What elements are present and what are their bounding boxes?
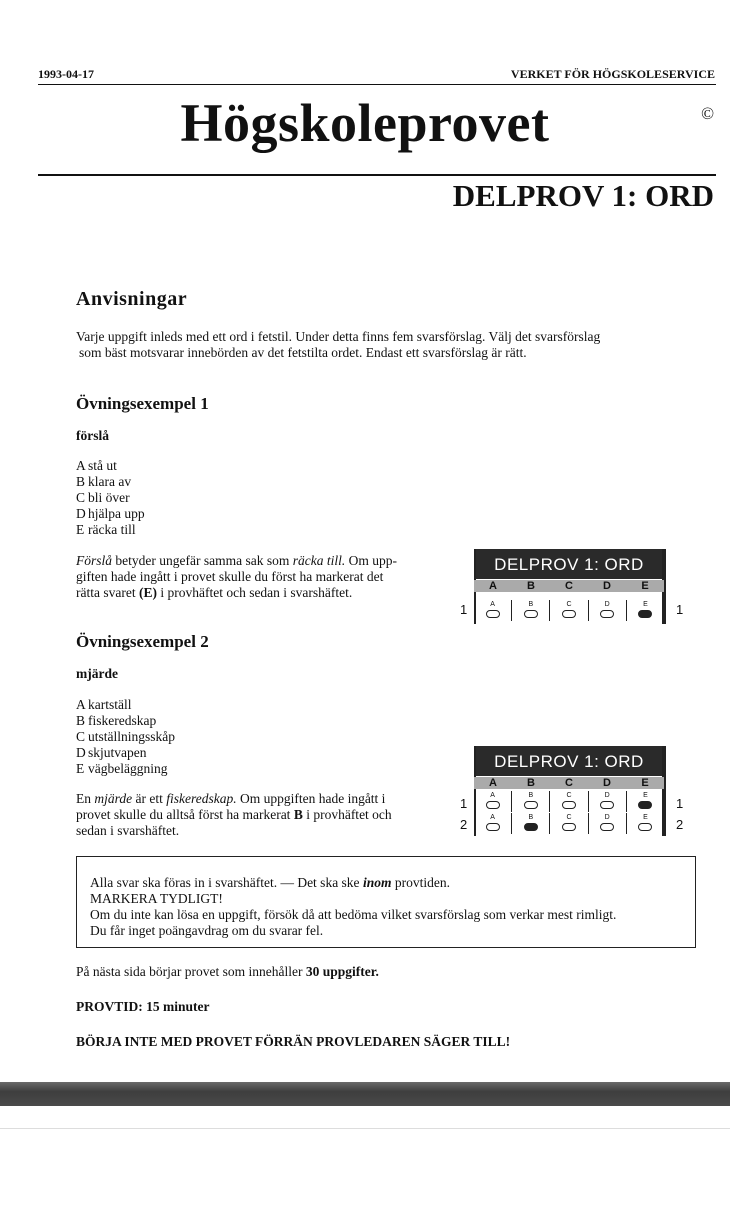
example2-explanation (76, 791, 392, 839)
answer-bubble-marked[interactable] (638, 801, 652, 809)
bubble-letter: E (643, 814, 648, 821)
answer-bubble[interactable] (486, 823, 500, 831)
answer-row-1 (474, 600, 664, 621)
option-text: utställningsskåp (88, 729, 175, 744)
option-letter: C (76, 490, 86, 505)
option-item (76, 458, 145, 474)
option-text: hjälpa upp (88, 506, 145, 521)
example2-heading: Övningsexempel 2 (76, 632, 209, 651)
task-count: 30 uppgifter. (305, 964, 379, 979)
answer-sheet-title: DELPROV 1: ORD (474, 549, 664, 579)
bubble-letter: D (604, 814, 610, 821)
emphasis: inom (362, 875, 392, 890)
option-letter: C (76, 729, 86, 744)
option-item (76, 506, 145, 522)
option-text: klara av (88, 474, 132, 489)
text: MARKERA TYDLIGT! (90, 891, 223, 906)
text: En (76, 791, 95, 806)
term-italic: Förslå (76, 553, 113, 568)
answer-sheet-example2 (474, 746, 666, 836)
start-warning: BÖRJA INTE MED PROVET FÖRRÄN PROVLEDAREN SÄGER TILL! (76, 1034, 511, 1049)
bubble-letter: A (490, 792, 495, 799)
answer-cell[interactable] (511, 813, 549, 834)
answer-row-1 (474, 791, 664, 812)
header-agency: VERKET FÖR HÖGSKOLESERVICE (510, 67, 715, 81)
option-letter: D (76, 506, 86, 521)
answer-cell[interactable] (474, 791, 511, 812)
column-letter: C (565, 580, 573, 592)
test-time: PROVTID: 15 minuter (76, 999, 210, 1014)
answer-bubble-marked[interactable] (638, 610, 652, 618)
answer-cell[interactable] (549, 791, 587, 812)
column-letter: E (641, 777, 649, 789)
header-rule-top (38, 84, 716, 85)
text: i provhäftet och sedan i svarshäftet. (156, 585, 353, 600)
text: rätta svaret (76, 585, 139, 600)
answer-bubble[interactable] (486, 610, 500, 618)
bubble-letter: E (643, 792, 648, 799)
answer-cell[interactable] (474, 813, 511, 834)
answer-letters-row (474, 777, 664, 789)
option-text: fiskeredskap (88, 713, 157, 728)
answer-bubble[interactable] (562, 801, 576, 809)
option-text: bli över (88, 490, 130, 505)
answer-bubble[interactable] (562, 823, 576, 831)
text: provtiden. (391, 875, 450, 890)
term-italic: räcka till. (292, 553, 346, 568)
text: giften hade ingått i provet skulle du först ha markerat det (76, 569, 384, 584)
answer-bubble[interactable] (562, 610, 576, 618)
answer-sheet-title: DELPROV 1: ORD (474, 746, 664, 776)
bubble-letter: B (528, 601, 534, 608)
column-letter: A (489, 580, 497, 592)
option-item (76, 490, 145, 506)
option-letter: B (76, 713, 86, 728)
answer-bold: (E) (138, 585, 157, 600)
bubble-letter: B (528, 814, 534, 821)
answer-bold: B (293, 807, 303, 822)
option-text: vägbeläggning (88, 761, 168, 776)
bubble-letter: A (490, 814, 495, 821)
answer-cell[interactable] (474, 600, 511, 621)
bubble-letter: C (566, 601, 572, 608)
row-number-left: 1 (460, 602, 468, 617)
option-letter: A (76, 697, 86, 712)
text: sedan i svarshäftet. (76, 823, 180, 838)
row-number-right: 1 (676, 796, 684, 811)
bubble-letter: C (566, 814, 572, 821)
answer-cell[interactable] (588, 813, 626, 834)
bubble-letter: A (490, 601, 495, 608)
option-text: stå ut (88, 458, 117, 473)
option-text: skjutvapen (88, 745, 147, 760)
answer-cell[interactable] (588, 600, 626, 621)
option-letter: E (76, 522, 85, 537)
option-letter: A (76, 458, 86, 473)
row-number-left: 1 (460, 796, 468, 811)
answer-bubble[interactable] (524, 610, 538, 618)
text: Alla svar ska föras in i svarshäftet. — Det ska ske (90, 875, 363, 890)
answer-bubble[interactable] (600, 823, 614, 831)
column-letter: D (603, 580, 611, 592)
answer-cell[interactable] (626, 813, 664, 834)
header-rule-bottom (38, 174, 716, 176)
answer-bubble[interactable] (600, 610, 614, 618)
example1-heading: Övningsexempel 1 (76, 394, 209, 413)
page-title: Högskoleprovet (180, 93, 550, 153)
page-edge-line (0, 1128, 730, 1129)
row-number-left: 2 (460, 817, 468, 832)
option-item (76, 522, 145, 538)
option-letter: E (76, 761, 85, 776)
answer-sheet-example1 (474, 549, 666, 624)
example1-explanation (76, 553, 397, 601)
answer-row-2 (474, 813, 664, 834)
instructions-heading: Anvisningar (76, 288, 188, 310)
bubble-letter: D (604, 601, 610, 608)
option-text: kartställ (88, 697, 132, 712)
text: Om upp- (345, 553, 397, 568)
term-italic: mjärde (94, 791, 133, 806)
answer-cell[interactable] (511, 600, 549, 621)
text: i provhäftet och (302, 807, 392, 822)
option-letter: B (76, 474, 86, 489)
text: betyder ungefär samma sak som (112, 553, 293, 568)
answer-bubble-marked[interactable] (524, 823, 538, 831)
answer-letters-row (474, 580, 664, 592)
row-number-right: 1 (676, 602, 684, 617)
example2-word: mjärde (76, 666, 118, 681)
example2-options (76, 697, 175, 777)
column-letter: D (603, 777, 611, 789)
answer-cell[interactable] (626, 791, 664, 812)
text: provet skulle du alltså först ha markerat (76, 807, 294, 822)
answer-bubble[interactable] (600, 801, 614, 809)
answer-cell[interactable] (511, 791, 549, 812)
section-title: DELPROV 1: ORD (452, 178, 714, 213)
text: är ett (132, 791, 167, 806)
bubble-letter: B (528, 792, 534, 799)
bubble-letter: D (604, 792, 610, 799)
option-text: räcka till (88, 522, 136, 537)
bubble-letter: E (643, 601, 648, 608)
header-date: 1993-04-17 (38, 67, 94, 81)
option-item (76, 697, 175, 713)
answer-cell[interactable] (549, 600, 587, 621)
option-item (76, 729, 175, 745)
answer-cell[interactable] (549, 813, 587, 834)
column-letter: B (527, 580, 535, 592)
text: Du får inget poängavdrag om du svarar fel. (90, 923, 324, 938)
text: Om du inte kan lösa en uppgift, försök då att bedöma vilket svarsförslag som verkar mest rimligt. (90, 907, 617, 922)
option-item (76, 474, 145, 490)
column-letter: A (489, 777, 497, 789)
option-letter: D (76, 745, 86, 760)
column-letter: C (565, 777, 573, 789)
next-page-note (76, 964, 379, 980)
option-item (76, 745, 175, 761)
term-italic: fiskeredskap. (166, 791, 237, 806)
copyright-mark: © (701, 104, 714, 123)
instructions-line: Varje uppgift inleds med ett ord i fetstil. Under detta finns fem svarsförslag. Välj det svarsförslag (76, 329, 601, 344)
text: Om uppgiften hade ingått i (236, 791, 386, 806)
page-edge-bar (0, 1082, 730, 1106)
answer-cell[interactable] (588, 791, 626, 812)
column-letter: E (641, 580, 649, 592)
text: På nästa sida börjar provet som innehåller (76, 964, 306, 979)
example1-options (76, 458, 145, 538)
answer-cell[interactable] (626, 600, 664, 621)
option-item (76, 713, 175, 729)
column-letter: B (527, 777, 535, 789)
instructions-line: som bäst motsvarar innebörden av det fetstilta ordet. Endast ett svarsförslag är rätt. (79, 345, 527, 360)
row-number-right: 2 (676, 817, 684, 832)
answer-bubble[interactable] (486, 801, 500, 809)
instructions-text (76, 329, 600, 361)
answer-bubble[interactable] (524, 801, 538, 809)
answer-bubble[interactable] (638, 823, 652, 831)
option-item (76, 761, 175, 777)
bubble-letter: C (566, 792, 572, 799)
notice-box (76, 856, 696, 948)
example1-word: förslå (76, 428, 109, 443)
